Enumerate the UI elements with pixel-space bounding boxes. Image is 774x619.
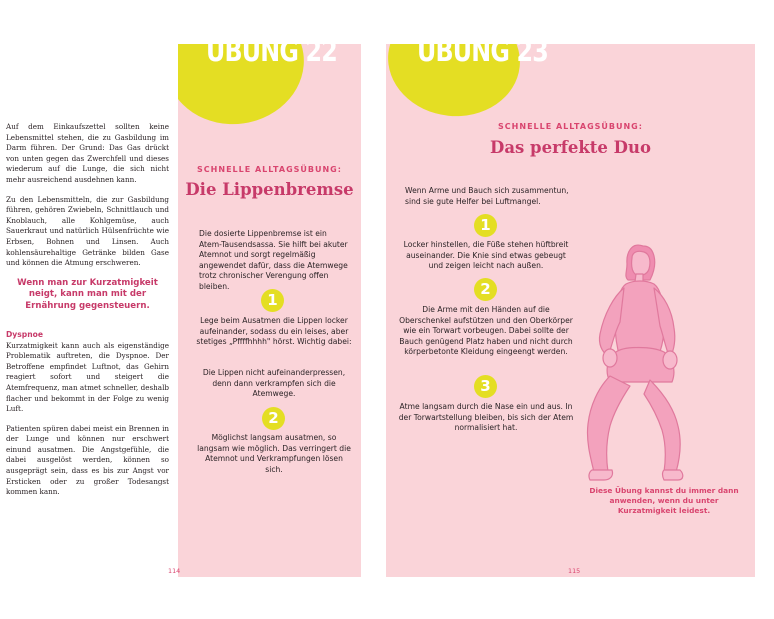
exercise-23-title: Das perfekte Duo [490,138,651,157]
step-number: 1 [261,289,284,312]
exercise-23-step-2: Die Arme mit den Händen auf die Oberschenkel aufstützen und den Oberkörper wie ein Torwart vorbeugen. Dabei sollte der Bauch genügend Platz haben und nicht durch körperbetonte Kleidung eingeengt werden. [399,305,573,357]
exercise-22-step-2: Möglichst langsam ausatmen, so langsam wie möglich. Das verringert die Atemnot und Verkrampfungen lösen sich. [197,433,351,474]
exercise-22-title: Die Lippenbremse [185,180,354,199]
exercise-22-badge: ÜBUNG 22 [206,34,337,68]
exercise-23-step-1: Locker hinstellen, die Füße stehen hüftbreit auseinander. Die Knie sind etwas gebeugt und zeigen leicht nach außen. [403,240,569,271]
exercise-23-step-3: Atme langsam durch die Nase ein und aus. In der Torwartstellung bleiben, bis sich der Atem normalisiert hat. [398,402,574,433]
woman-goalkeeper-illustration [580,236,698,482]
left-text-column [6,122,169,507]
exercise-23-footnote: Diese Übung kannst du immer dann anwenden, wenn du unter Kurzatmigkeit leidest. [589,486,739,515]
dyspnoe-heading: Dyspnoe [6,329,43,339]
paragraph-gas: Auf dem Einkaufszettel sollten keine Lebensmittel stehen, die zu Gasbildung im Darm führen. Der Grund: Das Gas drückt von unten gegen das Zwerchfell und dieses wiederum auf die Lunge, die sich nicht mehr ausreichend ausdehnen kann. [6,122,169,184]
exercise-23-badge: ÜBUNG 23 [417,34,548,68]
paragraph-foods: Zu den Lebensmitteln, die zur Gasbildung führen, gehören Zwiebeln, Schnittlauch und Knoblauch, alle Kohlgemüse, auch Sauerkraut und natürlich Hülsenfrüchte wie Erbsen, Bohnen und Linsen. Auch kohlensäurehaltige Getränke bilden Gase und können die Atmung erschweren. [6,194,169,268]
exercise-22-step-1: Lege beim Ausatmen die Lippen locker aufeinander, sodass du ein leises, aber stetiges „Pffffhhhh" hörst. Wichtig dabei: [196,316,352,347]
exercise-22-step-1-note: Die Lippen nicht aufeinanderpressen, denn dann verkrampfen sich die Atemwege. [202,368,346,399]
exercise-23-intro: Wenn Arme und Bauch sich zusammentun, sind sie gute Helfer bei Luftmangel. [405,186,569,206]
exercise-22-kicker: SCHNELLE ALLTAGSÜBUNG: [197,165,342,174]
paragraph-dyspnoe: Kurzatmigkeit kann auch als eigenständige Problematik auftreten, die Dyspnoe. Der Betroffene empfindet Luftnot, das Gehirn reagiert sofort und steigert die Atemfrequenz, man atmet schneller, deshalb flacher und bekommt in der Folge zu wenig Luft. [6,340,169,414]
exercise-23-kicker: SCHNELLE ALLTAGSÜBUNG: [498,122,643,131]
pull-quote: Wenn man zur Kurzatmigkeit neigt, kann man mit der Ernährung gegensteuern. [17,277,158,311]
paragraph-patients: Patienten spüren dabei meist ein Brennen in der Lunge und können nur erschwert einund ausatmen. Die Angstgefühle, die dabei ausgelöst werden, können so ausgeprägt sein, dass es bis zur Angst vor Ersticken oder zu großer Todesangst kommen kann. [6,423,169,497]
step-number: 2 [474,278,497,301]
step-number: 1 [474,214,497,237]
exercise-22-intro: Die dosierte Lippenbremse ist ein Atem-Tausendsassa. Sie hilft bei akuter Atemnot und sorgt regelmäßig angewendet dafür, dass die Atemwege trotz chronischer Verengung offen bleiben. [199,229,348,291]
step-number: 2 [262,407,285,430]
step-number: 3 [474,375,497,398]
page-number-left: 114 [168,567,181,575]
page-number-right: 115 [568,567,581,575]
